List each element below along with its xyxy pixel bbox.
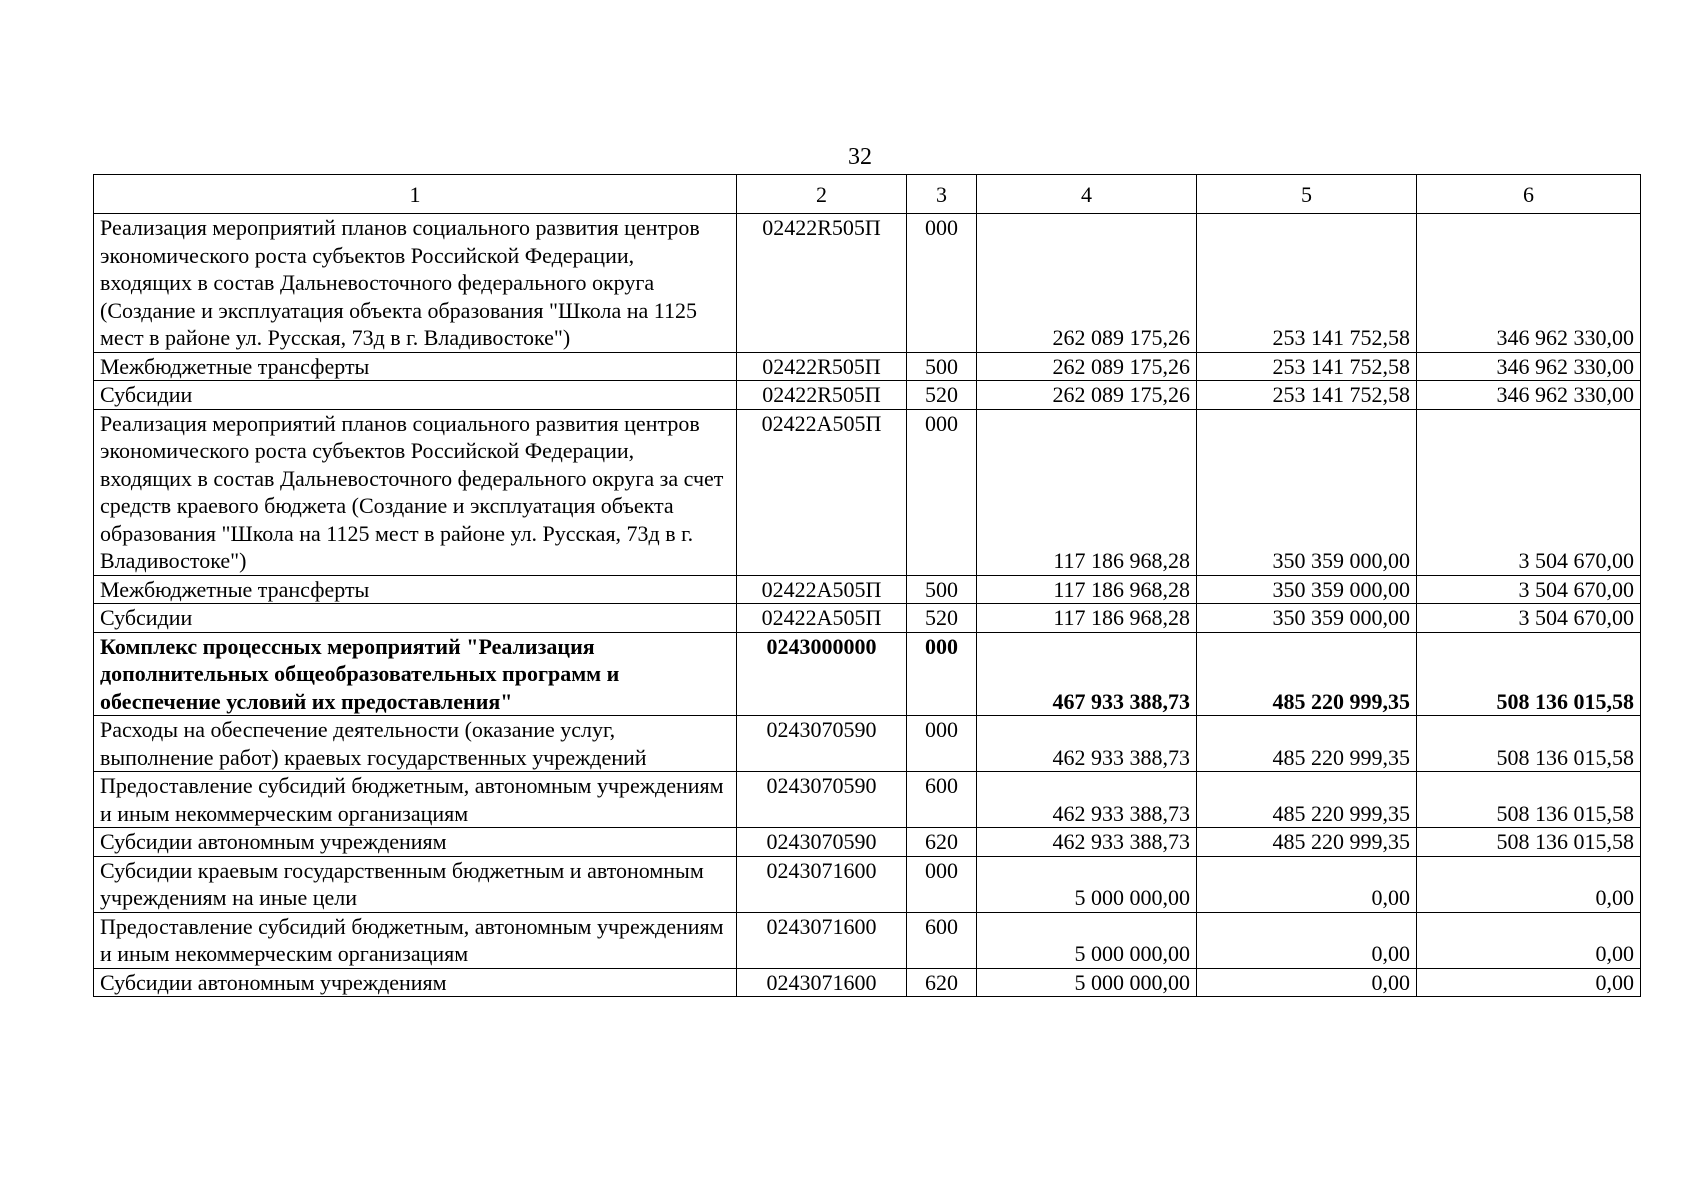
- row-expense-type: 000: [907, 214, 977, 353]
- row-name: Субсидии: [94, 381, 737, 410]
- row-expense-type: 000: [907, 409, 977, 575]
- table-row: [94, 604, 1641, 633]
- row-expense-type: 520: [907, 381, 977, 410]
- row-amount-col4: 462 933 388,73: [977, 716, 1197, 772]
- column-header: 6: [1417, 175, 1641, 214]
- row-amount-col4: 262 089 175,26: [977, 381, 1197, 410]
- row-amount-col6: 508 136 015,58: [1417, 716, 1641, 772]
- row-amount-col5: 253 141 752,58: [1197, 352, 1417, 381]
- row-expense-type: 600: [907, 912, 977, 968]
- table-row: [94, 968, 1641, 997]
- row-name: Субсидии краевым государственным бюджетным и автономным учреждениям на иные цели: [94, 856, 737, 912]
- page-number: 32: [848, 144, 872, 170]
- row-amount-col4: 262 089 175,26: [977, 214, 1197, 353]
- row-expense-type: 000: [907, 716, 977, 772]
- table-row: [94, 381, 1641, 410]
- table-row: [94, 772, 1641, 828]
- row-expense-type: 000: [907, 632, 977, 716]
- row-name: Субсидии: [94, 604, 737, 633]
- row-amount-col6: 346 962 330,00: [1417, 352, 1641, 381]
- row-target-code: 02422A505П: [737, 575, 907, 604]
- table-row: [94, 352, 1641, 381]
- row-amount-col6: 0,00: [1417, 968, 1641, 997]
- table-row: [94, 716, 1641, 772]
- row-target-code: 02422R505П: [737, 214, 907, 353]
- row-name: Субсидии автономным учреждениям: [94, 968, 737, 997]
- row-amount-col6: 3 504 670,00: [1417, 409, 1641, 575]
- row-amount-col5: 253 141 752,58: [1197, 381, 1417, 410]
- table-row: [94, 409, 1641, 575]
- column-header: 1: [94, 175, 737, 214]
- row-target-code: 02422R505П: [737, 352, 907, 381]
- row-amount-col6: 508 136 015,58: [1417, 632, 1641, 716]
- table-body: [94, 214, 1641, 997]
- row-expense-type: 620: [907, 968, 977, 997]
- row-target-code: 0243071600: [737, 912, 907, 968]
- row-amount-col4: 462 933 388,73: [977, 828, 1197, 857]
- row-amount-col5: 0,00: [1197, 968, 1417, 997]
- row-amount-col4: 117 186 968,28: [977, 409, 1197, 575]
- row-amount-col6: 0,00: [1417, 856, 1641, 912]
- row-target-code: 0243070590: [737, 772, 907, 828]
- header-row: [94, 175, 1641, 214]
- row-amount-col4: 117 186 968,28: [977, 575, 1197, 604]
- row-amount-col6: 508 136 015,58: [1417, 828, 1641, 857]
- row-amount-col4: 5 000 000,00: [977, 968, 1197, 997]
- row-target-code: 02422A505П: [737, 409, 907, 575]
- row-target-code: 02422A505П: [737, 604, 907, 633]
- row-name: Субсидии автономным учреждениям: [94, 828, 737, 857]
- row-name: Межбюджетные трансферты: [94, 575, 737, 604]
- row-amount-col5: 0,00: [1197, 856, 1417, 912]
- row-amount-col5: 485 220 999,35: [1197, 828, 1417, 857]
- row-target-code: 0243071600: [737, 856, 907, 912]
- budget-table: [93, 174, 1641, 997]
- table-row: [94, 632, 1641, 716]
- row-amount-col4: 262 089 175,26: [977, 352, 1197, 381]
- row-amount-col4: 467 933 388,73: [977, 632, 1197, 716]
- table-row: [94, 575, 1641, 604]
- row-amount-col5: 485 220 999,35: [1197, 632, 1417, 716]
- row-amount-col6: 346 962 330,00: [1417, 214, 1641, 353]
- row-amount-col6: 3 504 670,00: [1417, 575, 1641, 604]
- row-amount-col5: 485 220 999,35: [1197, 772, 1417, 828]
- column-header: 3: [907, 175, 977, 214]
- row-expense-type: 620: [907, 828, 977, 857]
- row-name: Комплекс процессных мероприятий "Реализация дополнительных общеобразовательных программ и обеспечение условий их предоставления": [94, 632, 737, 716]
- row-amount-col6: 508 136 015,58: [1417, 772, 1641, 828]
- row-amount-col5: 485 220 999,35: [1197, 716, 1417, 772]
- row-amount-col6: 3 504 670,00: [1417, 604, 1641, 633]
- row-expense-type: 500: [907, 575, 977, 604]
- row-amount-col4: 462 933 388,73: [977, 772, 1197, 828]
- row-amount-col6: 0,00: [1417, 912, 1641, 968]
- row-expense-type: 000: [907, 856, 977, 912]
- row-expense-type: 500: [907, 352, 977, 381]
- row-amount-col5: 350 359 000,00: [1197, 575, 1417, 604]
- table-row: [94, 912, 1641, 968]
- table-row: [94, 214, 1641, 353]
- column-header: 2: [737, 175, 907, 214]
- column-header: 4: [977, 175, 1197, 214]
- row-amount-col6: 346 962 330,00: [1417, 381, 1641, 410]
- row-target-code: 0243070590: [737, 828, 907, 857]
- row-target-code: 0243000000: [737, 632, 907, 716]
- row-expense-type: 520: [907, 604, 977, 633]
- row-target-code: 0243070590: [737, 716, 907, 772]
- row-target-code: 0243071600: [737, 968, 907, 997]
- row-amount-col4: 5 000 000,00: [977, 912, 1197, 968]
- row-amount-col5: 253 141 752,58: [1197, 214, 1417, 353]
- table-row: [94, 856, 1641, 912]
- row-name: Предоставление субсидий бюджетным, автономным учреждениям и иным некоммерческим организациям: [94, 772, 737, 828]
- table-row: [94, 828, 1641, 857]
- row-name: Предоставление субсидий бюджетным, автономным учреждениям и иным некоммерческим организациям: [94, 912, 737, 968]
- row-amount-col4: 5 000 000,00: [977, 856, 1197, 912]
- row-amount-col5: 0,00: [1197, 912, 1417, 968]
- column-header: 5: [1197, 175, 1417, 214]
- row-name: Межбюджетные трансферты: [94, 352, 737, 381]
- row-expense-type: 600: [907, 772, 977, 828]
- row-amount-col4: 117 186 968,28: [977, 604, 1197, 633]
- row-name: Расходы на обеспечение деятельности (оказание услуг, выполнение работ) краевых государственных учреждений: [94, 716, 737, 772]
- row-target-code: 02422R505П: [737, 381, 907, 410]
- row-amount-col5: 350 359 000,00: [1197, 604, 1417, 633]
- row-amount-col5: 350 359 000,00: [1197, 409, 1417, 575]
- row-name: Реализация мероприятий планов социального развития центров экономического роста субъектов Российской Федерации, входящих в состав Дальневосточного федерального округа (Создание и эксплуатация объекта образования "Школа на 1125 мест в районе ул. Русская, 73д в г. Владивостоке"): [94, 214, 737, 353]
- row-name: Реализация мероприятий планов социального развития центров экономического роста субъектов Российской Федерации, входящих в состав Дальневосточного федерального округа за счет средств краевого бюджета (Создание и эксплуатация объекта образования "Школа на 1125 мест в районе ул. Русская, 73д в г. Владивостоке"): [94, 409, 737, 575]
